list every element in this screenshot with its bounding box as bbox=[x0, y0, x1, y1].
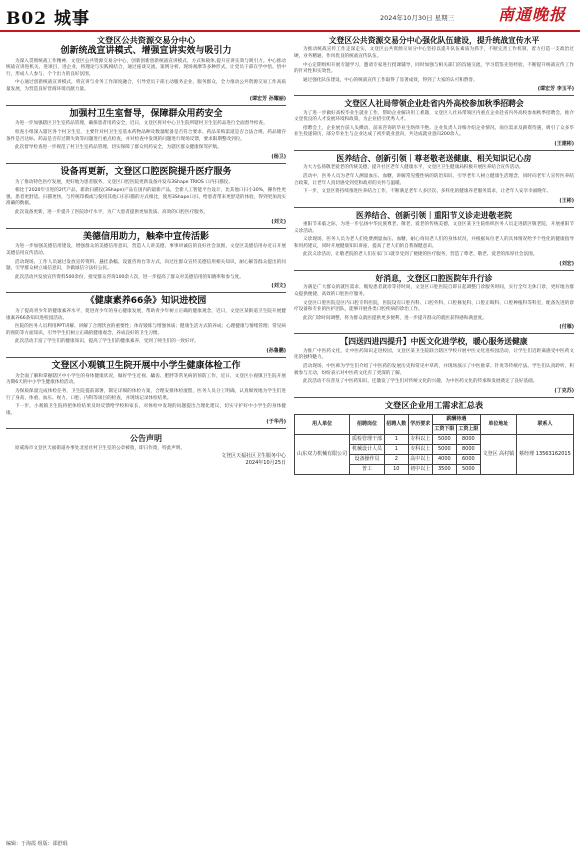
table-cell: 普工 bbox=[350, 464, 384, 474]
article-paragraph: 检查小组深入辖区各个村卫生室，主要针对村卫生室基本药物品种及数量配备是否符合要求、药品采购渠道是否合法合规、药品储存条件是否达标、药品是否有过期失效等问题进行重点检查，并对检查中发现的问题进行现场反馈，要求限期整改到位。 bbox=[6, 130, 286, 142]
masthead bbox=[0, 0, 580, 32]
article-paragraph: 相比于2020年引进的2代产品，新款扫描仪(3Shape)产品在国内的最新产品，全新人工智能平台设计，比其他口扫小30%，操作性更强，患者更舒适。扫描更快，与传统印模或与使用其他口扫扫描的方式相比，使用3Shape口扫，给患者带来更舒适的体验，得到更加真实准确的数据。 bbox=[6, 188, 286, 207]
article-headline: 好消息，文登区口腔医院年升行诊 bbox=[375, 274, 493, 284]
article-health-literacy bbox=[6, 296, 286, 354]
table-cell: 3500 bbox=[432, 464, 456, 474]
article-headline: 文登区小观镇卫生院开展中小学生健康体检工作 bbox=[51, 361, 241, 372]
article-byline: (于华丹) bbox=[266, 419, 286, 426]
article-byline: (刘文) bbox=[271, 283, 286, 290]
table-row bbox=[295, 434, 574, 444]
article-paragraph: 为进一步加强美德信用建设，增强群众的美德信用意识，营造人人讲美德、事事讲诚信的良好社会氛围，文登区美德信用办近日开展美德信用宣传活动。 bbox=[6, 244, 286, 256]
article-paragraph: 为了推动特色医疗发展，更好地为患者服务，文登区口腔医院更新设备并发布3Shape TRIOS 口内扫描仪。 bbox=[15, 179, 233, 185]
table-header: 薪酬待遇 bbox=[432, 414, 480, 424]
article-paragraph: 为推广中医药文化，让中医药知识走进校园，文登区某卫生院联合辖区学校开展中医文化进校园活动，让学生们近距离感受中医药文化的独特魅力。 bbox=[294, 348, 574, 361]
divider bbox=[6, 428, 286, 429]
address-cell: 文登区 高村镇 bbox=[480, 434, 516, 474]
notice-text: 原威海市文登区天福街道办事处北星社村卫生室的公章被收，即日作废，特此声明。 bbox=[15, 446, 185, 452]
article-headline: 文登区人社局带领企业赴省内外高校参加秋季招聘会 bbox=[344, 99, 524, 109]
divider bbox=[294, 333, 574, 334]
article-credit-promotion bbox=[6, 232, 286, 290]
jobs-table bbox=[294, 414, 574, 475]
divider bbox=[6, 357, 286, 358]
table-header: 招聘人数 bbox=[384, 414, 408, 434]
table-header: 联系人 bbox=[516, 414, 573, 434]
table-cell: 机械设计人员 bbox=[350, 444, 384, 454]
notice-date: 2024年10月25日 bbox=[245, 460, 286, 467]
article-elderly-care bbox=[294, 154, 574, 204]
article-headline: 设备再更新，文登区口腔医院提升医疗服务 bbox=[60, 166, 232, 177]
table-cell: 设备操作员 bbox=[350, 454, 384, 464]
table-cell: 5000 bbox=[432, 434, 456, 444]
article-byline: (丁克苏) bbox=[554, 387, 574, 394]
public-notice bbox=[6, 433, 286, 467]
table-header: 工资下限 bbox=[432, 424, 456, 434]
table-header: 招聘岗位 bbox=[350, 414, 384, 434]
article-paragraph: 为了提高青少年的健康素养水平，促进青少年的身心健康发展，帮助青少年树立正确的健康观念，近日，文登区某街道卫生院开展健康素养66条知识进校园活动。 bbox=[6, 309, 286, 321]
divider bbox=[6, 292, 286, 293]
article-byline: (付雁) bbox=[559, 324, 574, 331]
jobs-section bbox=[294, 401, 574, 475]
divider bbox=[294, 397, 574, 398]
article-paragraph: 为进一步加强辖区卫生室药品管理，确保患者用药安全，近日，文登区将对中心卫生院所辖村卫生室药品进行全面督导检查。 bbox=[15, 121, 268, 127]
article-paragraph: 为全面了解和掌握辖区中小学生的身体健康状况，做好学生近视、龋齿、肥胖等常见病的预防工作，近日，文登区小观镇卫生院开展为期6天的中小学生健康体检活动。 bbox=[6, 373, 286, 386]
article-paragraph: 此次门诊时间调整，将为群众就医提供更多便利，进一步提升群众的就医获得感和满意度。 bbox=[303, 315, 487, 321]
article-paragraph: 为推动统战宣传工作走深走实，文登区公共资源交易分中心坚持以提升队伍素质为抓手，不断完善工作机制，着力打造一支政治过硬、业务精通、作风优良的统战宣传队伍。 bbox=[294, 47, 574, 59]
issue-date: 2024年10月30日 星期三 bbox=[380, 14, 455, 22]
table-cell: 初中以上 bbox=[408, 464, 432, 474]
article-paragraph: 下一步，小观镇卫生院将把体检结果及时反馈给学校和家长，对体检中发现的问题提出合理化建议，切实守护好中小学生的身体健康。 bbox=[6, 404, 286, 416]
right-column bbox=[294, 36, 574, 836]
divider bbox=[294, 207, 574, 208]
newspaper-logo: 南通晚报 bbox=[498, 5, 567, 24]
table-cell: 5000 bbox=[456, 464, 480, 474]
table-header: 学历要求 bbox=[408, 414, 432, 434]
article-paragraph: 招聘会上，企业展台前人头攒动，前来咨询的毕业生络绎不绝。企业负责人详细介绍企业情况、岗位需求及薪资待遇，吸引了众多毕业生投递简历，部分毕业生与企业达成了初步就业意向，共达成就业意向200余人。 bbox=[294, 125, 574, 138]
article-student-checkup bbox=[6, 361, 286, 425]
article-paragraph: 活动现场，中医师为学生们介绍了中医药的发展历史和常见中草药，并现场演示了中医推拿、针灸等传统疗法。学生们认真聆听，积极参与互动，纷纷表示对中医药文化有了更深的了解。 bbox=[294, 363, 574, 376]
article-village-clinic bbox=[6, 109, 286, 160]
article-paragraph: 为保质保量完成体检任务，卫生院提前部署，制定详细的体检方案，合理安排体检流程，医务人员分工明确，认真细致地为学生们进行了身高、体重、血压、视力、口腔、内科等项目的检查，并现场记录体检结果。 bbox=[6, 389, 286, 401]
table-cell: 高中以上 bbox=[408, 454, 432, 464]
table-cell: 10 bbox=[384, 464, 408, 474]
article-unified-front bbox=[6, 36, 286, 102]
article-paragraph: 此次设备更新，进一步提升了医院诊疗水平，为广大患者提供更加优质、高效的口腔医疗服务。 bbox=[15, 209, 208, 215]
article-byline: (王彬) bbox=[559, 197, 574, 204]
table-header: 工资上限 bbox=[456, 424, 480, 434]
article-double-ninth-clinic bbox=[294, 211, 574, 267]
article-byline: (杨卫) bbox=[271, 153, 286, 160]
table-cell: 8000 bbox=[456, 434, 480, 444]
article-paragraph: 此次活动丰富了学生们的健康知识，提高了学生们的健康素养，受到了师生们的一致好评。 bbox=[15, 339, 199, 345]
article-paragraph: 此次活动共发放宣传资料500余份，接受群众咨询100余人次，进一步提高了群众对美德信用的知晓率和参与度。 bbox=[15, 274, 244, 280]
table-header: 用人单位 bbox=[295, 414, 350, 434]
divider bbox=[6, 163, 286, 164]
table-cell: 4000 bbox=[432, 454, 456, 464]
article-byline: (孙鲁鹏) bbox=[266, 348, 286, 355]
article-headline: 【四送四进四提升】中医文化进学校，暖心服务送健康 bbox=[340, 337, 528, 347]
article-byline: (王建彬) bbox=[554, 141, 574, 148]
table-cell: 1 bbox=[384, 444, 408, 454]
article-byline: (谭宏芳 孙耀丽) bbox=[249, 95, 286, 102]
article-paragraph: 义诊现场，医务人员为老人们免费测量血压、血糖，耐心询问老人们的身体状况，并根据每位老人的具体情况给予个性化的健康指导和用药建议，同时开展健康知识讲座，提高了老人们的自我保健意识。 bbox=[294, 237, 574, 249]
divider bbox=[294, 270, 574, 271]
divider bbox=[294, 150, 574, 151]
article-paragraph: 医院的医务人员利用PPT讲解、讲解了合理饮食的重要性；体育锻炼与增强体质；健康生活方式的养成；心理健康与情绪管理；常见病的预防等方面知识，引导学生们树立正确的健康观念，养成良好的卫生习惯。 bbox=[6, 324, 286, 336]
divider bbox=[6, 105, 286, 106]
article-headline: 《健康素养66条》知识进校园 bbox=[85, 296, 207, 307]
article-tcm-school bbox=[294, 337, 574, 393]
table-cell: 6000 bbox=[456, 454, 480, 464]
table-header: 单位地址 bbox=[480, 414, 516, 434]
article-headline: 加强村卫生室督导，保障群众用药安全 bbox=[69, 108, 223, 119]
article-paragraph: 重阳节来临之际，为进一步弘扬中华民族尊老、敬老、爱老的传统美德，文登区某卫生院组织医务人员走进辖区敬老院，开展重阳节义诊活动。 bbox=[294, 222, 574, 234]
article-byline: (刘文) bbox=[271, 218, 286, 225]
table-cell: 8000 bbox=[456, 444, 480, 454]
article-team-building bbox=[294, 36, 574, 92]
article-headline: 医养结合、创新引领｜重阳节义诊走进敬老院 bbox=[356, 210, 512, 220]
article-paragraph: 此次活动不仅普及了中医药知识，还激发了学生们对传统文化的兴趣，为中医药文化的传承和发展奠定了良好基础。 bbox=[303, 379, 538, 385]
table-cell: 5000 bbox=[432, 444, 456, 454]
article-paragraph: 文登区口腔医院是区内口腔专科医院，医院设有口腔内科、口腔外科、口腔修复科、口腔正畸科、口腔种植科等科室，配备先进的诊疗设备和专业的医护团队，能够开展各类口腔疾病的诊治工作。 bbox=[294, 300, 574, 313]
article-byline: (刘宏) bbox=[559, 261, 574, 268]
article-paragraph: 中心定期组织开展专题学习，邀请专家进行授课辅导，同时加强与相关部门的沟通交流，学习借鉴先进经验，不断提升统战宣传工作的针对性和实效性。 bbox=[294, 62, 574, 75]
divider bbox=[6, 228, 286, 229]
article-headline: 美德信用助力，触牵中宣传活影 bbox=[82, 231, 209, 242]
article-paragraph: 为满足广大群众的就医需求，缩短患者就诊等待时间，文登区口腔医院自即日起调整门诊服务时间，实行全年无休门诊，更好地为群众提供便捷、高效的口腔医疗服务。 bbox=[294, 285, 574, 297]
divider bbox=[294, 95, 574, 96]
article-paragraph: 活动现场，工作人员通过发放宣传资料、悬挂条幅、设置咨询台等方式，向过往群众宣传美德信用相关知识，耐心解答群众提出的问题，引导群众树立诚信意识，争做诚信守法好公民。 bbox=[6, 259, 286, 272]
article-paragraph: 为大力弘扬敬老爱老的传统美德，提升社区老年人健康水平，文登区卫生健康局积极开展医养结合宣传活动。 bbox=[303, 165, 524, 171]
table-cell: 专科以上 bbox=[408, 434, 432, 444]
jobs-table-title: 文登区企业用工需求汇总表 bbox=[384, 399, 484, 410]
left-column bbox=[6, 36, 286, 836]
article-paragraph: 通过强化队伍建设，中心的统战宣传工作取得了显著成效，得到了大家的认可和赞誉。 bbox=[303, 77, 478, 83]
table-cell: 专科以上 bbox=[408, 444, 432, 454]
notice-signer: 文登区天福社区卫生服务中心 bbox=[220, 453, 286, 460]
article-dental-equipment bbox=[6, 167, 286, 225]
page-footer: 编辑：于海霞 组版：邵舒琨 bbox=[6, 841, 68, 847]
article-paragraph: 活动中，医务人员为老年人测量血压、血糖，讲解常见慢性病的防治知识，引导老年人树立健康生活理念，同时向老年人宣传医养结合政策，让老年人真切感受到党和政府的关怀与温暖。 bbox=[294, 173, 574, 186]
article-job-fair bbox=[294, 99, 574, 147]
article-paragraph: 为了进一步做好高校毕业生就业工作，帮助企业解决用工难题，文登区人社局带领区内重点企业赴省内外高校参加秋季招聘会，推介文登优良的人才发展环境和政策，为企业招引优秀人才。 bbox=[294, 110, 574, 123]
table-cell: 2 bbox=[384, 454, 408, 464]
contact-cell: 蔡经理 13563162015 bbox=[516, 434, 573, 474]
notice-title: 公告声明 bbox=[130, 434, 162, 444]
article-headline: 创新统战宣讲模式、增强宣讲实效与吸引力 bbox=[60, 45, 232, 56]
article-paragraph: 为深入贯彻统战工作精神，文登区公共资源交易分中心，创新创新创新统战宣讲模式，方式和载体,提升宣讲实效与吸引力。中心推动统战宣讲进机关、进项目、进企业，将理论与实践相结合，通过座谈交流、案例分析、现场观摩等多种形式，让党员干部在学中悟、悟中行，形成人人参与、个个出力的良好氛围。 bbox=[6, 58, 286, 77]
article-paragraph: 此次义诊活动，让敬老院的老人们在家门口就享受到了便捷的医疗服务，营造了尊老、敬老、爱老的浓厚社会氛围。 bbox=[303, 252, 538, 258]
table-cell: 质检管理干部 bbox=[350, 434, 384, 444]
article-byline: (谭宏芳 李玉平) bbox=[537, 86, 574, 93]
article-paragraph: 此次督导检查进一步规范了村卫生室药品管理，切实保障了群众用药安全，为辖区群众健康保驾护航。 bbox=[15, 145, 222, 151]
company-cell: 山东双力机械有限公司 bbox=[295, 434, 350, 474]
article-dental-hours bbox=[294, 274, 574, 330]
article-kicker: 文登区公共资源交易分中心 bbox=[96, 36, 196, 45]
article-paragraph: 中心通过创新统战宣讲模式，将宣讲与业务工作深度融合，引导党员干部主动服务企业、服务群众，全力推动公共资源交易工作高质量发展，为营造良好营商环境贡献力量。 bbox=[6, 80, 286, 93]
article-headline: 文登区公共资源交易分中心强化队伍建设，提升统战宣传水平 bbox=[328, 36, 540, 45]
article-headline: 医养结合、创新引领｜尊老敬老送健康、相关知识记心房 bbox=[336, 154, 532, 164]
table-cell: 1 bbox=[384, 434, 408, 444]
article-paragraph: 下一步，文登区将持续推进医养结合工作，不断满足老年人多层次、多样化的健康养老服务需求，让老年人安享幸福晚年。 bbox=[303, 189, 552, 195]
page-number: B02 城事 bbox=[6, 9, 90, 29]
